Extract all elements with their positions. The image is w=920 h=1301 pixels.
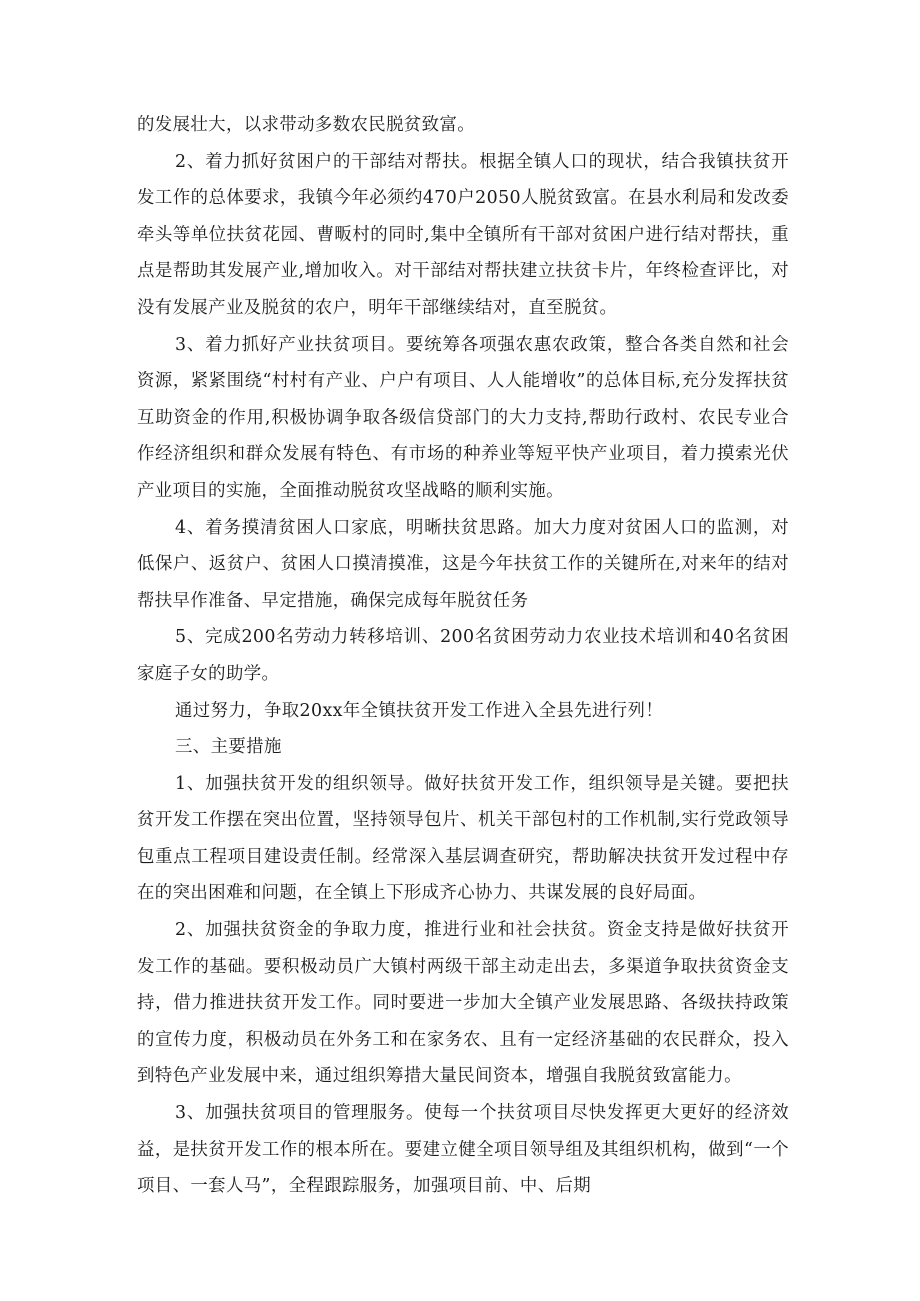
section-heading-main-measures: 三、主要措施 bbox=[175, 737, 282, 758]
paragraph-goal-statement: 通过努力，争取20xx年全镇扶贫开发工作进入全县先进行列！ bbox=[175, 700, 664, 721]
paragraph-item-2-cadre-pairing: 2、着力抓好贫困户的干部结对帮扶。根据全镇人口的现状，结合我镇扶贫开发工作的总体要求，我镇今年必须约470户2050人脱贫致富。在县水利局和发改委牵头等单位扶贫花园、曹畈村的同时,集中全镇所有干部对贫困户进行结对帮扶，重点是帮助其发展产业,增加收入。对干部结对帮扶建立扶贫卡片，年终检查评比，对没有发展产业及脱贫的农户，明年干部继续结对，直至脱贫。 bbox=[137, 151, 789, 318]
document-body bbox=[137, 107, 789, 1205]
paragraph-item-3-industry-projects: 3、着力抓好产业扶贫项目。要统筹各项强农惠农政策，整合各类自然和社会资源，紧紧围绕“村村有产业、户户有项目、人人能增收”的总体目标,充分发挥扶贫互助资金的作用,积极协调争取各级信贷部门的大力支持,帮助行政村、农民专业合作经济组织和群众发展有特色、有市场的种养业等短平快产业项目，着力摸索光伏产业项目的实施，全面推动脱贫攻坚战略的顺利实施。 bbox=[137, 334, 789, 501]
paragraph-measure-1-leadership: 1、加强扶贫开发的组织领导。做好扶贫开发工作，组织领导是关键。要把扶贫开发工作摆在突出位置，坚持领导包片、机关干部包村的工作机制,实行党政领导包重点工程项目建设责任制。经常深入基层调查研究，帮助解决扶贫开发过程中存在的突出困难和问题，在全镇上下形成齐心协力、共谋发展的良好局面。 bbox=[137, 773, 789, 904]
paragraph-item-4-population-survey: 4、着务摸清贫困人口家底，明晰扶贫思路。加大力度对贫困人口的监测，对低保户、返贫户、贫困人口摸清摸准，这是今年扶贫工作的关键所在,对来年的结对帮扶早作准备、早定措施，确保完成每年脱贫任务 bbox=[137, 517, 789, 611]
paragraph-measure-2-funding: 2、加强扶贫资金的争取力度，推进行业和社会扶贫。资金支持是做好扶贫开发工作的基础。要积极动员广大镇村两级干部主动走出去，多渠道争取扶贫资金支持，借力推进扶贫开发工作。同时要进一步加大全镇产业发展思路、各级扶持政策的宣传力度，积极动员在外务工和在家务农、且有一定经济基础的农民群众，投入到特色产业发展中来，通过组织筹措大量民间资本，增强自我脱贫致富能力。 bbox=[137, 920, 789, 1087]
paragraph-item-5-training: 5、完成200名劳动力转移培训、200名贫困劳动力农业技术培训和40名贫困家庭子女的助学。 bbox=[137, 627, 789, 684]
paragraph-continuation: 的发展壮大，以求带动多数农民脱贫致富。 bbox=[137, 115, 476, 135]
paragraph-measure-3-project-management: 3、加强扶贫项目的管理服务。使每一个扶贫项目尽快发挥更大更好的经济效益，是扶贫开发工作的根本所在。要建立健全项目领导组及其组织机构，做到“一个项目、一套人马”，全程跟踪服务，加强项目前、中、后期 bbox=[137, 1103, 789, 1197]
